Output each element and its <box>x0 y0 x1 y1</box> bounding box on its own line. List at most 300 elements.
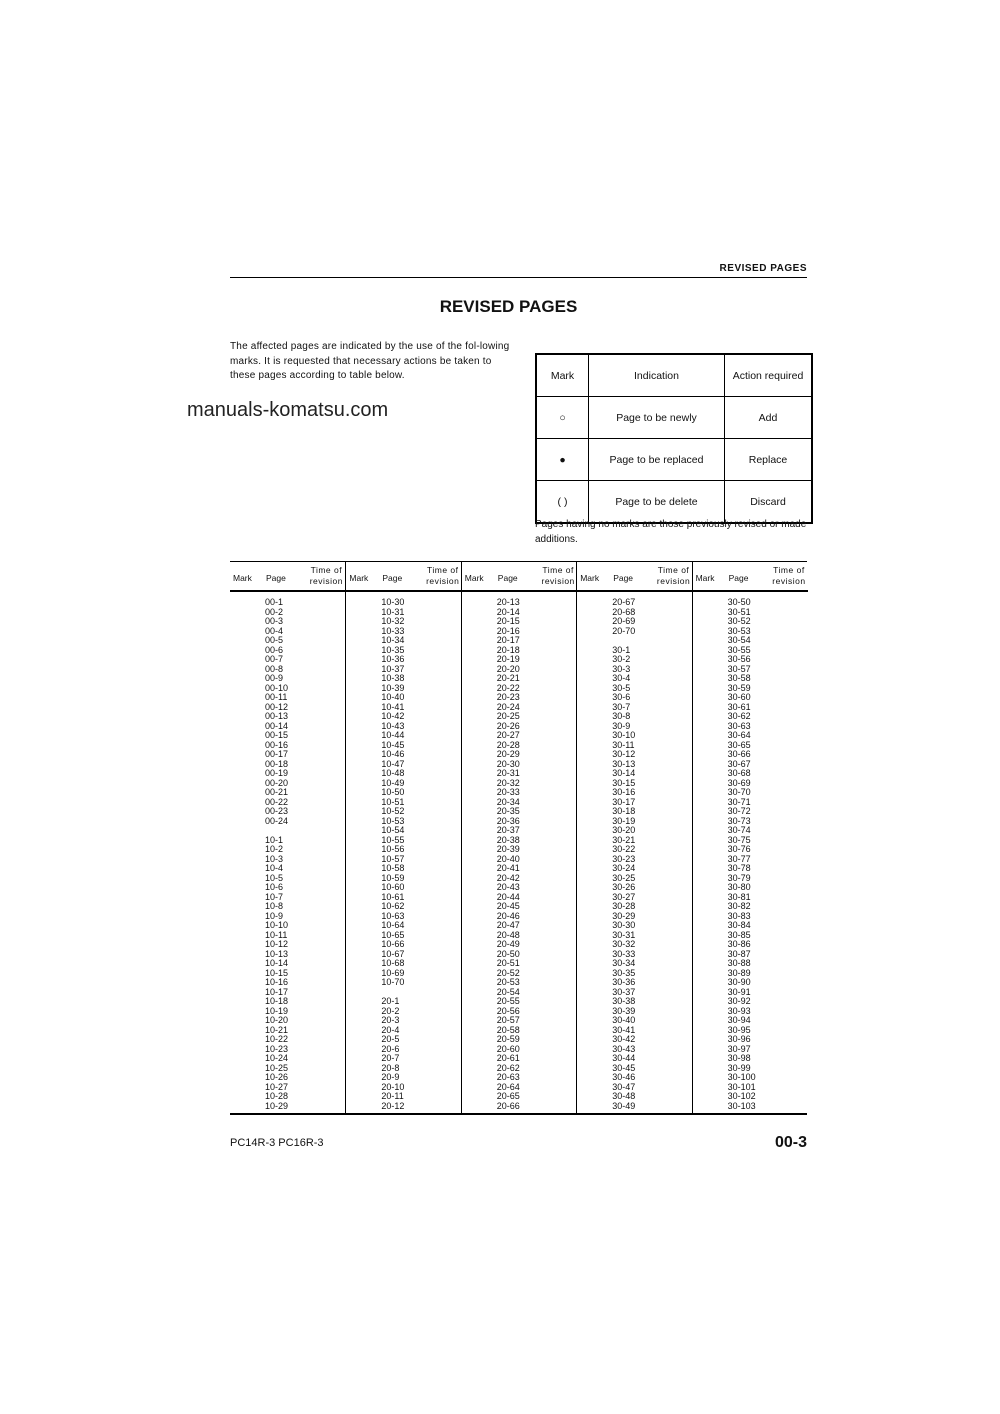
page-entry: 20-53 <box>496 977 520 987</box>
page-entry: 30-4 <box>612 673 631 683</box>
page-entry: 30-59 <box>727 682 751 693</box>
header-time-line2: revision <box>541 576 575 586</box>
page-entry: 20-33 <box>496 787 520 797</box>
page-entry: 00-15 <box>265 730 289 740</box>
marks-note: Pages having no marks are those previously revised or made additions. <box>535 519 807 545</box>
page-entry: 20-15 <box>496 616 520 626</box>
page-entry: 30-80 <box>727 882 751 892</box>
page-entry: 20-1 <box>381 996 400 1006</box>
page-entry: 20-3 <box>381 1015 400 1025</box>
column-header <box>462 562 577 592</box>
page-entry: 10-46 <box>381 749 405 759</box>
page-entry: 10-27 <box>265 1081 289 1092</box>
page-entry: 30-62 <box>727 711 751 721</box>
page-entry: 30-23 <box>612 853 636 864</box>
page-entry: 30-39 <box>612 1005 636 1016</box>
page-entry: 30-82 <box>727 901 751 911</box>
page-entry: 20-32 <box>496 777 520 788</box>
page-entry: 30-28 <box>612 901 636 911</box>
page-entry: 10-56 <box>381 844 405 854</box>
header-mark: Mark <box>233 573 252 583</box>
page-entry: 10-28 <box>265 1091 289 1101</box>
page-entry: 20-28 <box>496 739 520 750</box>
page-entry: 10-45 <box>381 739 405 750</box>
page-entry: 30-36 <box>612 977 636 987</box>
header-time-line1: Time of <box>542 565 574 575</box>
page-entry: 30-76 <box>727 844 751 854</box>
page-entry: 30-34 <box>612 958 636 968</box>
header-mark: Mark <box>349 573 369 583</box>
page-entry: 30-58 <box>727 673 751 683</box>
page-entry: 30-52 <box>727 616 751 626</box>
page-entry: 10-20 <box>265 1015 289 1025</box>
page-entry: 10-36 <box>381 654 405 664</box>
page-entry: 30-99 <box>727 1062 751 1073</box>
page-entry: 30-83 <box>727 910 751 921</box>
page-entry: 00-13 <box>265 711 289 721</box>
page-entry: 10-44 <box>381 730 405 740</box>
page-entry: 00-21 <box>265 787 289 797</box>
page-entry: 10-7 <box>265 891 284 902</box>
page-entry: 20-11 <box>381 1091 404 1101</box>
page-entry: 00-18 <box>265 758 289 769</box>
header-indication: Indication <box>589 354 725 397</box>
page-entry: 20-20 <box>496 663 520 674</box>
page-entry: 30-51 <box>727 606 751 617</box>
page-entry: 10-47 <box>381 758 405 769</box>
page-entry: 20-22 <box>496 682 520 693</box>
page-entry: 00-6 <box>265 644 284 655</box>
page-entry: 00-10 <box>265 682 289 693</box>
page-entry: 10-23 <box>265 1043 289 1054</box>
page-entry: 30-70 <box>727 787 751 797</box>
page-entry: 30-43 <box>612 1043 636 1054</box>
page-entry: 20-44 <box>496 891 520 902</box>
page-entry: 10-9 <box>265 910 284 921</box>
page-entry: 30-1 <box>612 644 631 655</box>
page-entry: 20-58 <box>496 1024 520 1035</box>
page-entry: 10-18 <box>265 996 289 1006</box>
page-entry: 00-7 <box>265 654 284 664</box>
page-entry: 10-34 <box>381 635 405 645</box>
revised-pages-list <box>230 561 807 1115</box>
page-entry: 10-22 <box>265 1034 289 1044</box>
page-entry: 30-93 <box>727 1005 751 1016</box>
marks-row-add <box>536 397 812 439</box>
page-entry: 20-16 <box>496 625 520 636</box>
page-entry: 30-9 <box>612 720 631 731</box>
action: Discard <box>725 481 813 524</box>
page-entry: 00-5 <box>265 635 284 645</box>
page-entry: 20-29 <box>496 749 520 759</box>
page-entry: 10-15 <box>265 967 289 978</box>
column-header <box>693 562 808 592</box>
page-entry: 30-40 <box>612 1015 636 1025</box>
page-entry: 30-10 <box>612 730 636 740</box>
page-entry: 30-96 <box>727 1034 751 1044</box>
page-entry: 20-27 <box>496 730 520 740</box>
page-entry: 20-21 <box>496 673 520 683</box>
header-page: Page <box>613 573 634 583</box>
page-entry: 30-75 <box>727 834 751 845</box>
page-entry: 30-8 <box>612 711 631 721</box>
page-column-group <box>345 562 461 1113</box>
page-entry: 10-53 <box>381 815 405 826</box>
page-entry: 10-4 <box>265 863 284 873</box>
page-entry: 20-52 <box>496 967 520 978</box>
page-entry: 20-51 <box>496 958 520 968</box>
page-entry: 30-101 <box>727 1081 756 1092</box>
page-entry: 30-66 <box>727 749 751 759</box>
page-entry: 10-63 <box>381 910 405 921</box>
page-entry: 00-22 <box>265 796 289 807</box>
running-header: REVISED PAGES <box>719 263 807 274</box>
page-entry: 30-57 <box>727 663 751 674</box>
header-mark: Mark <box>695 573 715 583</box>
header-time-line2: revision <box>309 576 343 586</box>
header-mark: Mark <box>464 573 484 583</box>
page-entry: 30-97 <box>727 1043 751 1054</box>
page-entry: 20-34 <box>496 796 520 807</box>
page-entry: 10-13 <box>265 948 289 959</box>
page-entry: 10-62 <box>381 901 405 911</box>
page-entry: 00-12 <box>265 701 289 712</box>
page-entry: 30-29 <box>612 910 636 921</box>
page-entry: 20-30 <box>496 758 520 769</box>
page-entry: 00-1 <box>265 597 284 607</box>
page-entry: 20-55 <box>496 996 520 1006</box>
page-entry: 00-16 <box>265 739 289 750</box>
page-entry: 00-4 <box>265 625 284 636</box>
page-entry: 00-3 <box>265 616 284 626</box>
page-entry: 20-67 <box>612 597 636 607</box>
header-mark: Mark <box>536 354 589 397</box>
page-entry: 20-49 <box>496 939 520 949</box>
page-entry: 20-26 <box>496 720 520 731</box>
page-entry: 30-103 <box>727 1100 756 1111</box>
page-entry: 30-56 <box>727 654 751 664</box>
page-entry: 30-54 <box>727 635 751 645</box>
page-entry: 20-65 <box>496 1091 520 1101</box>
page-entry: 20-48 <box>496 929 520 940</box>
page-entry: 20-50 <box>496 948 520 959</box>
page-entry: 10-10 <box>265 920 289 930</box>
page-entry: 20-17 <box>496 635 520 645</box>
page-entry: 30-68 <box>727 768 751 778</box>
page-entry: 30-46 <box>612 1072 636 1082</box>
page-entry: 00-11 <box>265 692 288 702</box>
page-entry: 30-63 <box>727 720 751 731</box>
page-entry: 30-78 <box>727 863 751 873</box>
page-entry: 30-69 <box>727 777 751 788</box>
open-circle-icon: ○ <box>536 397 589 439</box>
page-entry: 20-38 <box>496 834 520 845</box>
page-entry: 10-29 <box>265 1100 289 1111</box>
page-entry: 30-32 <box>612 939 636 949</box>
page-entry: 30-16 <box>612 787 636 797</box>
page-entry: 30-74 <box>727 825 751 835</box>
page-entry: 20-39 <box>496 844 520 854</box>
page-entry: 00-14 <box>265 720 289 731</box>
page-entry: 20-37 <box>496 825 520 835</box>
page-entry: 20-62 <box>496 1062 520 1073</box>
page-entry: 30-18 <box>612 806 636 816</box>
page-entry: 30-95 <box>727 1024 751 1035</box>
page-entry: 30-11 <box>612 739 635 750</box>
page-entry: 30-19 <box>612 815 636 826</box>
page-entry: 10-33 <box>381 625 405 636</box>
page-entry: 10-54 <box>381 825 405 835</box>
page-entry: 10-19 <box>265 1005 289 1016</box>
page-entry: 00-9 <box>265 673 284 683</box>
page-entry: 20-25 <box>496 711 520 721</box>
page-entry: 30-31 <box>612 929 636 940</box>
page-entry: 30-30 <box>612 920 636 930</box>
page-entry: 10-1 <box>265 834 284 845</box>
page-entry: 10-60 <box>381 882 405 892</box>
page-entry: 20-4 <box>381 1024 400 1035</box>
page-column-group <box>230 562 345 1113</box>
page-entry: 30-6 <box>612 692 631 702</box>
page-entry: 30-67 <box>727 758 751 769</box>
footer-page-number: 00-3 <box>774 1134 807 1151</box>
header-time-line1: Time of <box>310 565 343 575</box>
page-entry: 10-39 <box>381 682 405 693</box>
page-entry: 10-12 <box>265 939 289 949</box>
page-entry: 20-63 <box>496 1072 520 1082</box>
page-entry: 00-17 <box>265 749 289 759</box>
page-entry: 20-60 <box>496 1043 520 1054</box>
page-entry: 20-41 <box>496 863 520 873</box>
page-entry: 30-37 <box>612 986 636 997</box>
page-entry: 10-30 <box>381 597 405 607</box>
page-entry: 10-6 <box>265 882 284 892</box>
page-entry: 30-91 <box>727 986 751 997</box>
page-entry: 10-8 <box>265 901 284 911</box>
page-entry: 20-13 <box>496 597 520 607</box>
page-entry: 20-70 <box>612 625 636 636</box>
page-entry: 30-98 <box>727 1053 751 1063</box>
page-entry: 30-17 <box>612 796 636 807</box>
page-column-group <box>461 562 577 1113</box>
page-entry: 30-33 <box>612 948 636 959</box>
header-page: Page <box>728 573 749 583</box>
parentheses-mark: ( ) <box>536 481 589 524</box>
header-time-line1: Time of <box>773 565 805 575</box>
page-entry: 30-102 <box>727 1091 756 1101</box>
page-entry: 20-61 <box>496 1053 520 1063</box>
page-entry: 20-59 <box>496 1034 520 1044</box>
page-entry: 00-20 <box>265 777 289 788</box>
page-entry: 10-51 <box>381 796 405 807</box>
header-time-of-revision <box>310 565 343 587</box>
column-header <box>230 562 345 592</box>
header-page: Page <box>497 573 518 583</box>
watermark-link[interactable]: manuals-komatsu.com <box>187 399 389 421</box>
page-entry: 30-77 <box>727 853 751 864</box>
page-title-text: REVISED PAGES <box>439 297 578 316</box>
page-column-group <box>576 562 692 1113</box>
page-entry: 10-35 <box>381 644 405 655</box>
page-entry: 10-57 <box>381 853 405 864</box>
page-entry: 30-20 <box>612 825 636 835</box>
page-entry: 30-12 <box>612 749 636 759</box>
page-entry: 30-53 <box>727 625 751 636</box>
header-rule <box>230 277 807 278</box>
header-time-line1: Time of <box>657 565 690 575</box>
action: Add <box>725 397 813 439</box>
page-entry: 00-2 <box>265 606 284 617</box>
page-entry: 20-56 <box>496 1005 520 1016</box>
page-entry: 10-2 <box>265 844 284 854</box>
marks-legend-table <box>535 353 813 524</box>
page-entry: 10-48 <box>381 768 405 778</box>
page-entry: 20-64 <box>496 1081 520 1092</box>
header-time-of-revision <box>542 565 575 587</box>
page-entry: 10-3 <box>265 853 284 864</box>
page-entry: 10-50 <box>381 787 405 797</box>
page-entry: 30-50 <box>727 597 751 607</box>
footer-models: PC14R-3 PC16R-3 <box>230 1137 324 1149</box>
page-entry: 30-26 <box>612 882 636 892</box>
page-entry: 20-43 <box>496 882 520 892</box>
page-entry: 10-14 <box>265 958 289 968</box>
page-entry: 10-67 <box>381 948 405 959</box>
page-entry: 30-85 <box>727 929 751 940</box>
page-entry: 20-9 <box>381 1072 400 1082</box>
page-entry: 30-13 <box>612 758 636 769</box>
page-entry: 30-81 <box>727 891 751 902</box>
page-entry: 30-42 <box>612 1034 636 1044</box>
page-entry: 20-19 <box>496 654 520 664</box>
page-entry: 10-38 <box>381 673 405 683</box>
page-entry: 10-17 <box>265 986 289 997</box>
page-entry: 30-35 <box>612 967 636 978</box>
page-entry: 30-21 <box>612 834 636 845</box>
page-entry: 10-55 <box>381 834 405 845</box>
page-entry: 30-90 <box>727 977 751 987</box>
page-entry: 10-21 <box>265 1024 289 1035</box>
page-entry: 30-7 <box>612 701 631 712</box>
intro-paragraph: The affected pages are indicated by the use of the fol-lowing marks. It is requested that necessary actions be taken to these pages according to table below. <box>230 341 510 381</box>
page-entry: 20-35 <box>496 806 520 816</box>
column-header <box>577 562 692 592</box>
page-entry: 10-68 <box>381 958 405 968</box>
indication: Page to be replaced <box>589 439 725 481</box>
page-entry: 20-40 <box>496 853 520 864</box>
page-entry: 10-49 <box>381 777 405 788</box>
page-entry: 20-54 <box>496 986 520 997</box>
header-time-of-revision <box>657 565 690 587</box>
page-entry: 10-42 <box>381 711 405 721</box>
page-entry: 20-6 <box>381 1043 400 1054</box>
page-entry: 10-32 <box>381 616 405 626</box>
header-page: Page <box>382 573 403 583</box>
page-entry: 10-16 <box>265 977 289 987</box>
page-entry: 20-68 <box>612 606 636 617</box>
page-entry: 10-37 <box>381 663 405 674</box>
header-time-line2: revision <box>656 576 691 586</box>
page-entry: 30-60 <box>727 692 751 702</box>
page-entry: 20-42 <box>496 872 520 883</box>
page-entry: 10-64 <box>381 920 405 930</box>
page-entry: 20-57 <box>496 1015 520 1025</box>
page-entry: 30-2 <box>612 654 631 664</box>
column-header <box>346 562 461 592</box>
page-entry: 00-23 <box>265 806 289 816</box>
page-entry <box>230 826 345 836</box>
page-entry: 30-86 <box>727 939 751 949</box>
marks-row-replace <box>536 439 812 481</box>
page-entry: 30-79 <box>727 872 751 883</box>
page-entry: 30-72 <box>727 806 751 816</box>
page-entry: 20-7 <box>381 1053 400 1063</box>
indication: Page to be newly <box>589 397 725 439</box>
indication: Page to be delete <box>589 481 725 524</box>
marks-header-row <box>536 354 812 397</box>
page-entry: 30-47 <box>612 1081 636 1092</box>
page-column-group <box>692 562 808 1113</box>
header-time-line2: revision <box>772 576 806 586</box>
page-entry: 30-24 <box>612 863 636 873</box>
page-entry: 30-48 <box>612 1091 636 1101</box>
page-entry: 30-41 <box>612 1024 636 1035</box>
page-entry: 30-15 <box>612 777 636 788</box>
page-entry: 10-52 <box>381 806 405 816</box>
page-entry: 30-14 <box>612 768 636 778</box>
page-entry: 10-26 <box>265 1072 289 1082</box>
page-entry: 30-65 <box>727 739 751 750</box>
header-time-line2: revision <box>426 576 460 586</box>
page-entry: 30-45 <box>612 1062 636 1073</box>
page-entry: 20-14 <box>496 606 520 617</box>
page-entry: 30-88 <box>727 958 751 968</box>
page-entry: 10-65 <box>381 929 405 940</box>
page-entry: 10-41 <box>381 701 405 712</box>
page-entry: 30-94 <box>727 1015 751 1025</box>
page-entry: 30-3 <box>612 663 631 674</box>
page-entry: 20-47 <box>496 920 520 930</box>
page-entry: 10-69 <box>381 967 405 978</box>
page-entry: 10-66 <box>381 939 405 949</box>
page-entry: 20-23 <box>496 692 520 702</box>
page-entry: 10-40 <box>381 692 405 702</box>
page-entry: 20-24 <box>496 701 520 712</box>
header-time-of-revision <box>426 565 459 587</box>
header-action: Action required <box>725 354 813 397</box>
page-entry: 10-58 <box>381 863 405 873</box>
page-entry: 10-31 <box>381 606 405 617</box>
page-entry: 30-44 <box>612 1053 636 1063</box>
page-entry: 10-61 <box>381 891 405 902</box>
page-entry: 30-25 <box>612 872 636 883</box>
page-entry: 30-87 <box>727 948 751 959</box>
page-entry: 30-71 <box>727 796 751 807</box>
page-entry: 10-5 <box>265 872 284 883</box>
page-entry: 30-73 <box>727 815 751 826</box>
page-entry: 20-18 <box>496 644 520 655</box>
page-entry: 20-2 <box>381 1005 400 1016</box>
page-entry: 00-19 <box>265 768 289 778</box>
page-entry: 30-55 <box>727 644 751 655</box>
page-title <box>230 297 807 317</box>
page-entry: 20-66 <box>496 1100 520 1111</box>
page-entry: 10-59 <box>381 872 405 883</box>
page-entry: 20-46 <box>496 910 520 921</box>
page-entry: 30-61 <box>727 701 751 712</box>
page-entry: 10-11 <box>265 929 288 940</box>
page-entry: 30-64 <box>727 730 751 740</box>
